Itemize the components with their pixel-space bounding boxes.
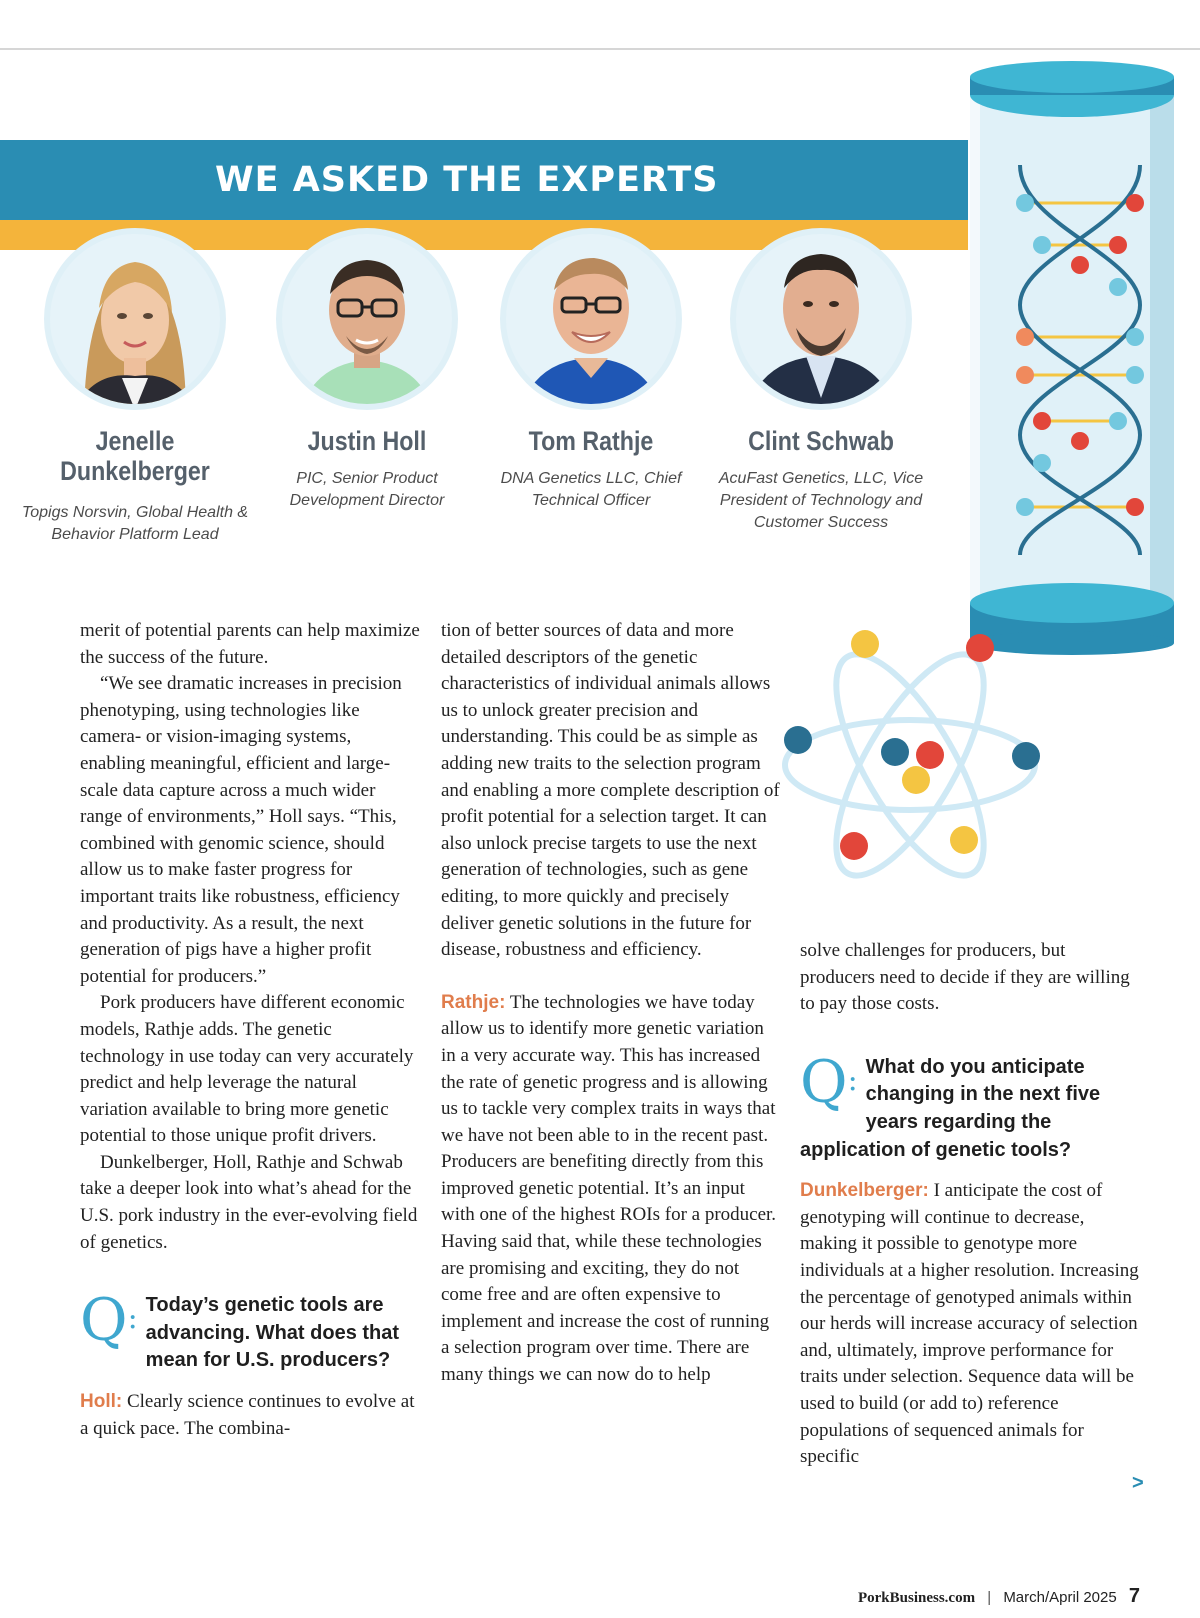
answer-text: I anticipate the cost of genotyping will continue to decrease, making it possible to genotype more individuals at a higher resolution. Increasing the percentage of genotyped animals within our herds will increase accuracy of selection and, ultimately, improve performance for traits under selection. Sequence data will be used to build (or add to) reference populations of sequenced animals for specific — [800, 1180, 1139, 1468]
q-mark: Q: — [800, 1047, 858, 1116]
paragraph: tion of better sources of data and more detailed descriptors of the genetic characteristics of individual animals allows us to unlock greater precision and understanding. This could be as simple as adding new traits to the selection program and enabling a more complete description of profit potential for a selection target. It can also unlock precise targets to use the next generation of technologies, such as gene editing, to more quickly and precisely deliver genetic solutions in the future for disease, robustness and efficiency. — [441, 620, 780, 961]
expert-card-schwab — [706, 228, 936, 534]
paragraph: merit of potential parents can help maximize the success of the future. — [80, 620, 420, 668]
expert-name: Clint Schwab — [748, 426, 894, 456]
answer-text: Clearly science continues to evolve at a quick pace. The combina- — [80, 1391, 415, 1439]
footer-separator: | — [987, 1589, 992, 1606]
expert-card-holl — [252, 228, 482, 512]
answer-text: The technologies we have today allow us to identify more genetic variation in a very accurate way. This has increased the rate of genetic progress and is allowing us to tackle very complex traits in ways that we have not been able to in the recent past. Producers are benefiting directly from this improved genetic potential. It’s an input with one of the highest ROIs for a producer. Having said that, while these technologies are promising and exciting, they do not come free and are often expensive to implement and increase the cost of running a selection program over time. There are many things we can now do to help — [441, 991, 777, 1386]
answer-paragraph — [800, 1178, 1140, 1471]
speaker-label: Rathje: — [441, 991, 506, 1013]
portrait-holl — [276, 228, 458, 410]
expert-title: PIC, Senior Product Development Director — [289, 470, 445, 509]
footer-issue: March/April 2025 — [1003, 1589, 1117, 1606]
top-rule — [0, 48, 1200, 50]
question-block — [80, 1286, 420, 1375]
footer — [858, 1585, 1140, 1608]
footer-site: PorkBusiness.com — [857, 1590, 976, 1606]
portrait-schwab — [730, 228, 912, 410]
speaker-label: Holl: — [80, 1391, 123, 1413]
banner-title: WE ASKED THE EXPERTS — [215, 160, 719, 200]
paragraph: Dunkelberger, Holl, Rathje and Schwab take a deeper look into what’s ahead for the U.S. pork industry in the ever-evolving field of genetics. — [80, 1151, 418, 1253]
expert-card-dunkelberger — [20, 228, 250, 546]
portrait-dunkelberger — [44, 228, 226, 410]
expert-title: AcuFast Genetics, LLC, Vice President of Technology and Customer Success — [718, 470, 924, 531]
dna-tube-illustration — [960, 55, 1190, 660]
page-number: 7 — [1128, 1585, 1140, 1607]
expert-name: Tom Rathje — [528, 426, 654, 456]
article-column-2 — [441, 618, 781, 1389]
speaker-label: Dunkelberger: — [800, 1180, 929, 1202]
atom-illustration — [770, 620, 1050, 915]
portrait-rathje — [500, 228, 682, 410]
paragraph: “We see dramatic increases in precision phenotyping, using technologies like camera- or vision-imaging systems, enabling meaningful, efficient and large-scale data capture across a much wider range of environments,” Holl says. “This, combined with genomic science, should allow us to make faster progress for important traits like robustness, efficiency and productivity. As a result, the next generation of pigs have a higher profit potential for producers.” — [80, 673, 402, 987]
question-text: What do you anticipate changing in the next five years regarding the application of genetic tools? — [800, 1055, 1101, 1161]
question-block — [800, 1047, 1140, 1164]
q-mark: Q: — [80, 1286, 138, 1355]
answer-paragraph — [80, 1389, 420, 1442]
article-column-3 — [800, 938, 1140, 1471]
continue-arrow: > — [1132, 1472, 1144, 1494]
expert-title: Topigs Norsvin, Global Health & Behavior Platform Lead — [21, 504, 249, 543]
article-column-1 — [80, 618, 420, 1442]
expert-title: DNA Genetics LLC, Chief Technical Officer — [500, 470, 682, 509]
answer-paragraph — [441, 990, 781, 1389]
paragraph: Pork producers have different economic models, Rathje adds. The genetic technology in use today can very accurately predict and help leverage the natural variation available to bring more genetic potential to those unique profit drivers. — [80, 992, 414, 1147]
expert-name: Jenelle Dunkelberger — [60, 426, 210, 486]
question-text: Today’s genetic tools are advancing. What does that mean for U.S. producers? — [145, 1294, 400, 1372]
expert-name: Justin Holl — [307, 426, 427, 456]
expert-card-rathje — [476, 228, 706, 512]
paragraph: solve challenges for producers, but producers need to decide if they are willing to pay those costs. — [800, 940, 1130, 1015]
